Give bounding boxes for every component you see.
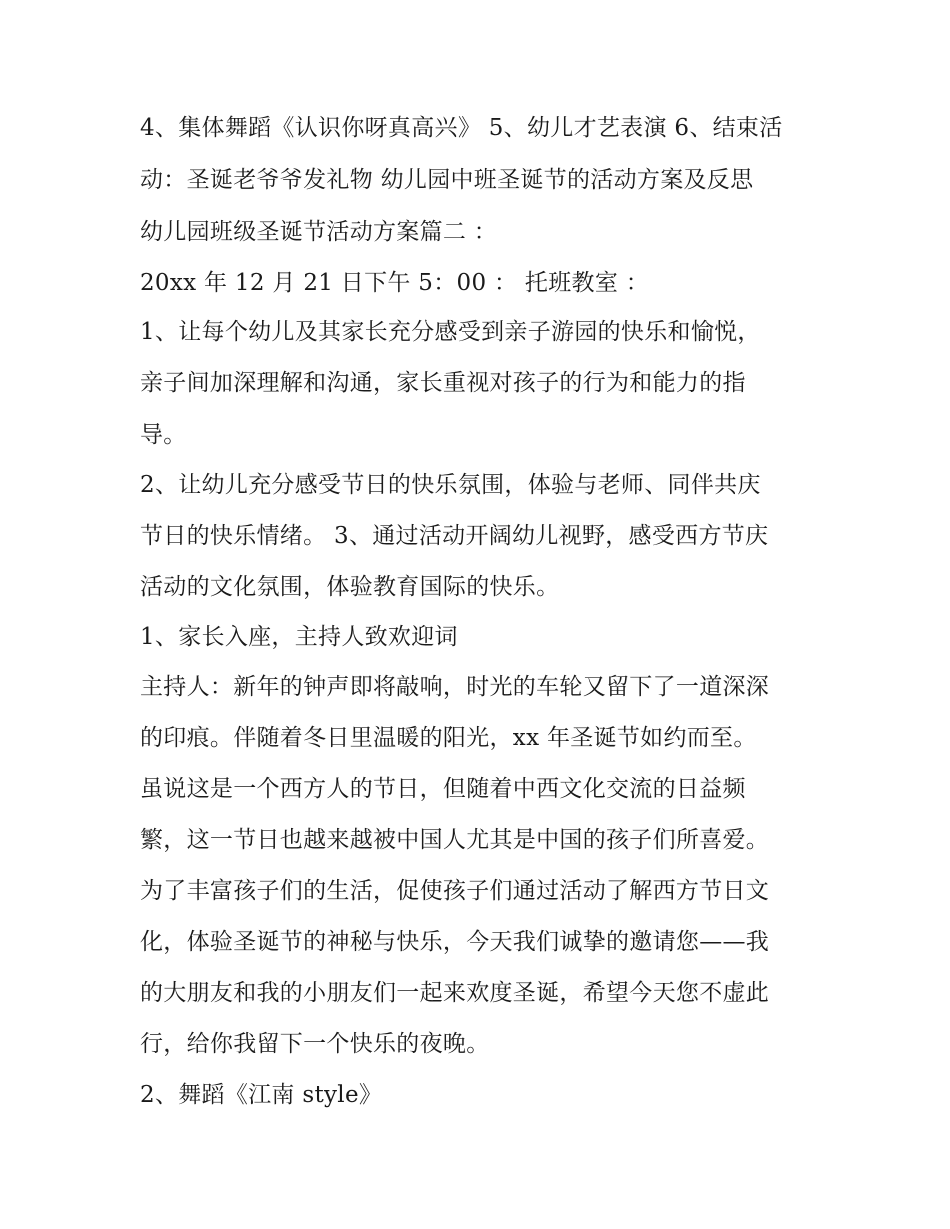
text-line: 2、舞蹈《江南 style》	[140, 1082, 383, 1108]
text-line: 虽说这是一个西方人的节日，但随着中西文化交流的日益频	[140, 776, 746, 802]
text-line: 2、让幼儿充分感受节日的快乐氛围，体验与老师、同伴共庆	[140, 472, 761, 498]
text-line: 化，体验圣诞节的神秘与快乐，今天我们诚挚的邀请您——我	[140, 929, 770, 955]
text-line: 为了丰富孩子们的生活，促使孩子们通过活动了解西方节日文	[140, 878, 770, 904]
text-line: 主持人：新年的钟声即将敲响，时光的车轮又留下了一道深深	[140, 674, 770, 700]
text-line: 活动的文化氛围，体验教育国际的快乐。	[140, 574, 560, 600]
text-line: 的大朋友和我的小朋友们一起来欢度圣诞，希望今天您不虚此	[140, 980, 770, 1006]
text-line: 幼儿园班级圣诞节活动方案篇二 ：	[140, 219, 498, 245]
text-line: 的印痕。伴随着冬日里温暖的阳光，xx 年圣诞节如约而至。	[140, 725, 757, 751]
text-line: 节日的快乐情绪。 3、通过活动开阔幼儿视野，感受西方节庆	[140, 523, 769, 549]
text-line: 亲子间加深理解和沟通，家长重视对孩子的行为和能力的指	[140, 370, 746, 396]
text-line: 动：圣诞老爷爷发礼物 幼儿园中班圣诞节的活动方案及反思	[140, 167, 754, 193]
text-line: 20xx 年 12 月 21 日下午 5：00 ： 托班教室 ：	[140, 270, 650, 296]
text-line: 1、家长入座，主持人致欢迎词	[140, 624, 458, 650]
text-line: 繁，这一节日也越来越被中国人尤其是中国的孩子们所喜爱。	[140, 827, 770, 853]
text-line: 行，给你我留下一个快乐的夜晚。	[140, 1031, 490, 1057]
text-line: 导。	[140, 422, 187, 448]
text-line: 1、让每个幼儿及其家长充分感受到亲子游园的快乐和愉悦，	[140, 319, 761, 345]
text-line: 4、集体舞蹈《认识你呀真高兴》 5、幼儿才艺表演 6、结束活	[140, 115, 783, 141]
